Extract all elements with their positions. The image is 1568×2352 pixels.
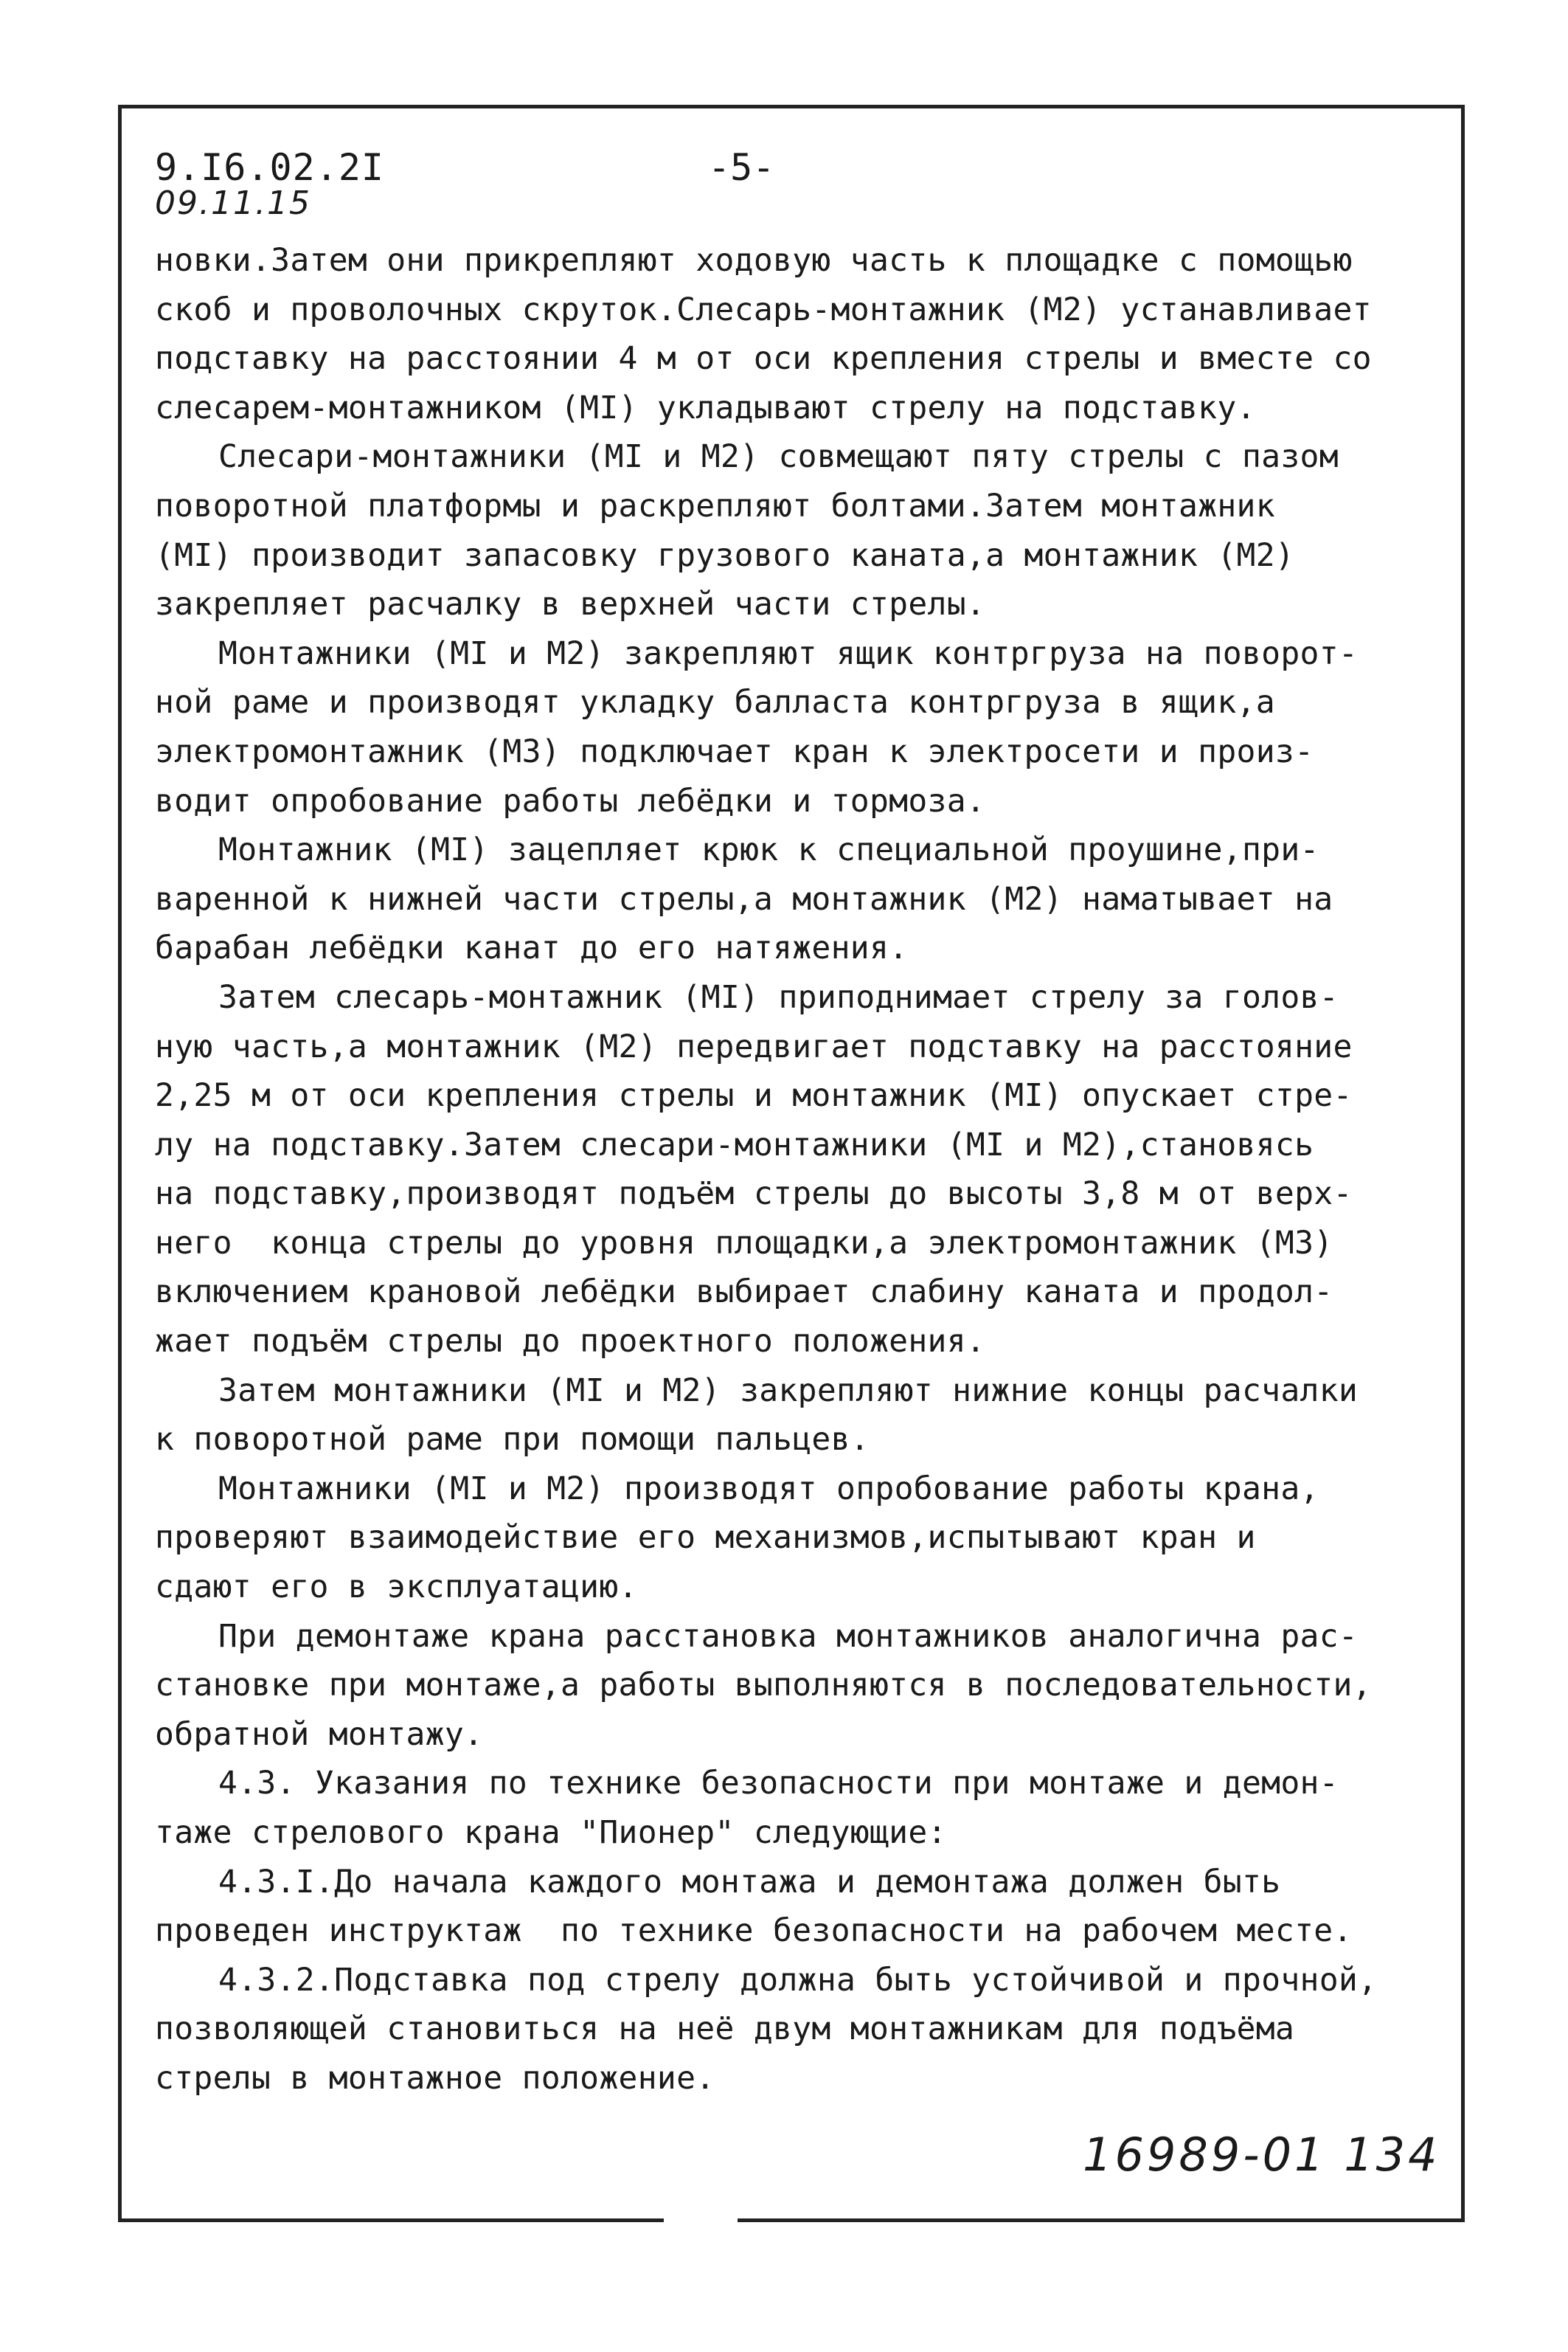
text-line: 2,25 м от оси крепления стрелы и монтажник (МI) опускает стре-	[155, 1077, 1353, 1115]
text-line: электромонтажник (М3) подключает кран к электросети и произ-	[155, 733, 1314, 770]
text-line: позволяющей становиться на неё двум монтажникам для подъёма	[155, 2010, 1295, 2048]
text-line: варенной к нижней части стрелы,а монтажник (М2) наматывает на	[155, 880, 1333, 918]
text-line: проверяют взаимодействие его механизмов,испытывают кран и	[155, 1519, 1256, 1557]
page-number: -5-	[708, 146, 775, 189]
text-line: обратной монтажу.	[155, 1715, 484, 1753]
text-line: проведен инструктаж по технике безопасности на рабочем месте.	[155, 1912, 1353, 1950]
text-line: него конца стрелы до уровня площадки,а электромонтажник (М3)	[155, 1224, 1333, 1262]
frame-bottom-left	[118, 2218, 664, 2222]
text-line: слесарем-монтажником (МI) укладывают стрелу на подставку.	[155, 389, 1256, 426]
text-line: включением крановой лебёдки выбирает слабину каната и продол-	[155, 1273, 1333, 1311]
text-line: ной раме и производят укладку балласта контргруза в ящик,а	[155, 684, 1275, 722]
text-line: поворотной платформы и раскрепляют болтами.Затем монтажник	[155, 487, 1275, 525]
text-line: к поворотной раме при помощи пальцев.	[155, 1421, 870, 1459]
text-line: скоб и проволочных скруток.Слесарь-монтажник (М2) устанавливает	[155, 291, 1372, 328]
text-line: водит опробование работы лебёдки и тормоза.	[155, 782, 986, 820]
text-line: Монтажники (МI и М2) производят опробование работы крана,	[218, 1470, 1319, 1507]
text-line: 4.3. Указания по технике безопасности при монтаже и демон-	[218, 1765, 1339, 1802]
text-line: Затем монтажники (МI и М2) закрепляют нижние концы расчалки	[218, 1372, 1359, 1409]
text-line: на подставку,производят подъём стрелы до высоты 3,8 м от верх-	[155, 1175, 1353, 1213]
text-line: 4.3.2.Подставка под стрелу должна быть устойчивой и прочной,	[218, 1961, 1378, 1999]
text-line: сдают его в эксплуатацию.	[155, 1568, 638, 1606]
text-line: становке при монтаже,а работы выполняются в последовательности,	[155, 1667, 1372, 1704]
text-line: ную часть,а монтажник (М2) передвигает подставку на расстояние	[155, 1028, 1353, 1065]
frame-bottom-right	[738, 2218, 1465, 2222]
text-line: (МI) производит запасовку грузового каната,а монтажник (М2)	[155, 536, 1295, 574]
text-line: Затем слесарь-монтажник (МI) приподнимает стрелу за голов-	[218, 978, 1339, 1016]
handwritten-date: 09.11.15	[155, 184, 311, 222]
text-line: барабан лебёдки канат до его натяжения.	[155, 930, 909, 967]
text-line: 4.3.I.До начала каждого монтажа и демонтажа должен быть	[218, 1863, 1281, 1900]
text-line: Монтажники (МI и М2) закрепляют ящик контргруза на поворот-	[218, 634, 1359, 672]
text-line: При демонтаже крана расстановка монтажников аналогична рас-	[218, 1617, 1359, 1655]
text-line: жает подъём стрелы до проектного положения.	[155, 1323, 986, 1360]
handwritten-archive-number: 16989-01 134	[1083, 2128, 1440, 2182]
document-code: 9.I6.02.2I	[155, 146, 385, 189]
text-line: Монтажник (МI) зацепляет крюк к специальной проушине,при-	[218, 831, 1319, 869]
text-line: лу на подставку.Затем слесари-монтажники (МI и М2),становясь	[155, 1126, 1314, 1163]
text-line: Слесари-монтажники (МI и М2) совмещают пяту стрелы с пазом	[218, 438, 1339, 476]
text-line: стрелы в монтажное положение.	[155, 2059, 715, 2097]
text-line: новки.Затем они прикрепляют ходовую часть к площадке с помощью	[155, 242, 1353, 279]
text-line: подставку на расстоянии 4 м от оси крепления стрелы и вместе со	[155, 340, 1372, 378]
document-body	[155, 236, 1459, 2103]
text-line: закрепляет расчалку в верхней части стрелы.	[155, 586, 986, 623]
text-line: таже стрелового крана "Пионер" следующие:	[155, 1814, 947, 1851]
